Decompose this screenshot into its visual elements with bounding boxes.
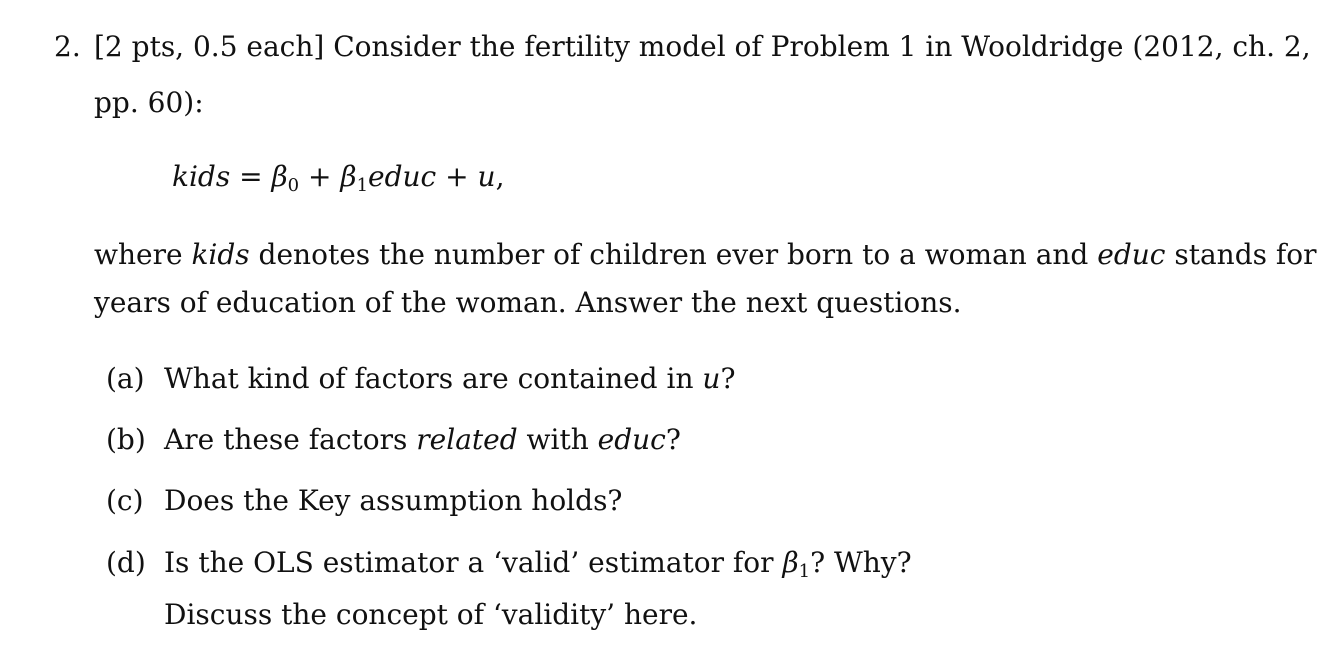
desc-educ: educ	[1097, 238, 1166, 271]
eq-beta1: β	[340, 160, 357, 193]
eq-equals: =	[230, 160, 272, 193]
q-text: ? Why?	[810, 546, 912, 579]
question-b-label: (b)	[106, 423, 146, 456]
description-line-2: years of education of the woman. Answer the next questions.	[94, 286, 962, 319]
fertility-equation	[172, 160, 504, 194]
question-d-text	[164, 546, 912, 580]
description-line-1	[94, 238, 1317, 272]
problem-intro-line-1: [2 pts, 0.5 each] Consider the fertility model of Problem 1 in Wooldridge (2012, ch. 2,	[94, 30, 1311, 63]
q-beta1: β	[782, 546, 799, 579]
question-b-text	[164, 423, 681, 457]
eq-beta0-sub: 0	[287, 175, 300, 196]
q-text: Are these factors	[164, 423, 417, 456]
desc-kids: kids	[191, 238, 250, 271]
question-a-label: (a)	[106, 362, 145, 395]
desc-text: stands for	[1165, 238, 1317, 271]
eq-beta0: β	[271, 160, 288, 193]
eq-plus-2: +	[436, 160, 478, 193]
question-c-label: (c)	[106, 484, 144, 517]
question-d-label: (d)	[106, 546, 146, 579]
q-related: related	[416, 423, 518, 456]
eq-educ: educ	[368, 160, 437, 193]
problem-number: 2.	[54, 30, 81, 63]
question-c-text: Does the Key assumption holds?	[164, 484, 623, 517]
q-u: u	[702, 362, 721, 395]
q-beta1-sub: 1	[798, 561, 811, 582]
eq-kids: kids	[172, 160, 231, 193]
eq-comma: ,	[495, 160, 505, 193]
question-a-text	[164, 362, 735, 396]
desc-text: denotes the number of children ever born to a woman and	[249, 238, 1098, 271]
q-text: Is the OLS estimator a ‘valid’ estimator for	[164, 546, 783, 579]
desc-text: where	[94, 238, 192, 271]
q-text: ?	[720, 362, 736, 395]
eq-u: u	[477, 160, 496, 193]
q-text: with	[517, 423, 598, 456]
q-text: What kind of factors are contained in	[164, 362, 703, 395]
problem-intro-line-2: pp. 60):	[94, 86, 204, 119]
question-d-line-2: Discuss the concept of ‘validity’ here.	[164, 598, 698, 631]
eq-plus-1: +	[299, 160, 341, 193]
eq-beta1-sub: 1	[356, 175, 369, 196]
q-text: ?	[665, 423, 681, 456]
q-educ: educ	[597, 423, 666, 456]
